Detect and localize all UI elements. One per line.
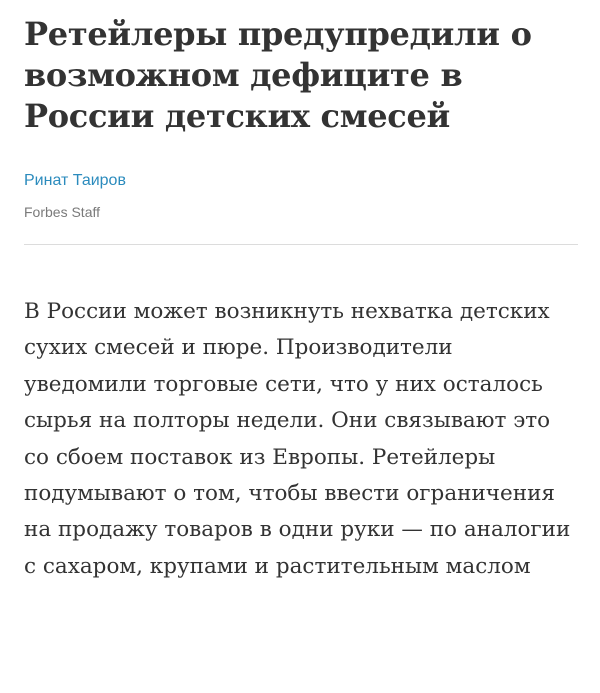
article-headline: Ретейлеры предупредили о возможном дефиците в России детских смесей <box>24 15 532 135</box>
author-role: Forbes Staff <box>24 204 101 220</box>
author-block <box>24 170 580 222</box>
divider <box>24 244 578 245</box>
author-name-link[interactable]: Ринат Таиров <box>24 172 126 189</box>
article-lead-paragraph: В России может возникнуть нехватка детских сухих смесей и пюре. Производители уведомили торговые сети, что у них осталось сырья на полторы недели. Они связывают это со сбоем поставок из Европы. Ретейлеры подумывают о том, чтобы ввести ограничения на продажу товаров в одни руки — по аналогии с сахаром, крупами и растительным маслом <box>24 299 571 579</box>
